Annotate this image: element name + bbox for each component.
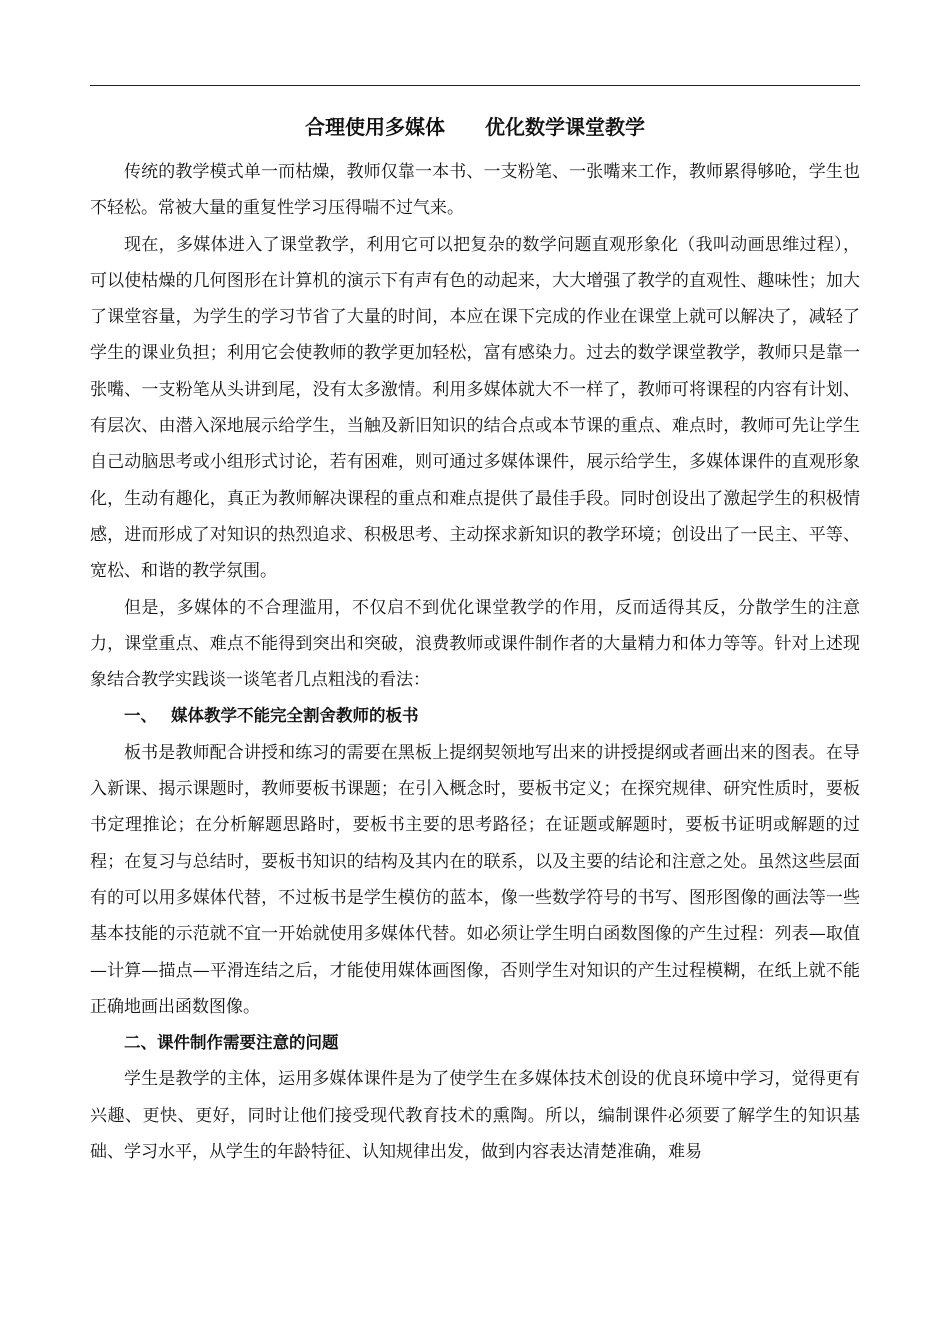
section-heading-1: 一、 媒体教学不能完全割舍教师的板书 bbox=[124, 706, 419, 726]
section-heading-2: 二、课件制作需要注意的问题 bbox=[124, 1033, 339, 1053]
paragraph-courseware: 学生是教学的主体，运用多媒体课件是为了使学生在多媒体技术创设的优良环境中学习，觉得更有兴趣、更快、更好，同时让他们接受现代教育技术的熏陶。所以，编制课件必须要了解学生的知识基础、学习水平，从学生的年龄特征、认知规律出发，做到内容表达清楚准确，难易 bbox=[90, 1069, 860, 1163]
document-page bbox=[90, 112, 860, 1170]
header-rule bbox=[90, 85, 860, 86]
paragraph-multimedia-benefits: 现在，多媒体进入了课堂教学，利用它可以把复杂的数学问题直观形象化（我叫动画思维过程），可以使枯燥的几何图形在计算机的演示下有声有色的动起来，大大增强了教学的直观性、趣味性；加大了课堂容量，为学生的学习节省了大量的时间，本应在课下完成的作业在课堂上就可以解决了，减轻了学生的课业负担；利用它会使教师的教学更加轻松，富有感染力。过去的数学课堂教学，教师只是靠一张嘴、一支粉笔从头讲到尾，没有太多激情。利用多媒体就大不一样了，教师可将课程的内容有计划、有层次、由潜入深地展示给学生，当触及新旧知识的结合点或本节课的重点、难点时，教师可先让学生自己动脑思考或小组形式讨论，若有困难，则可通过多媒体课件，展示给学生，多媒体课件的直观形象化，生动有趣化，真正为教师解决课程的重点和难点提供了最佳手段。同时创设出了激起学生的积极情感，进而形成了对知识的热烈追求、积极思考、主动探求新知识的教学环境；创设出了一民主、平等、宽松、和谐的教学氛围。 bbox=[90, 234, 860, 582]
paragraph-blackboard: 板书是教师配合讲授和练习的需要在黑板上提纲契领地写出来的讲授提纲或者画出来的图表。在导入新课、揭示课题时，教师要板书课题；在引入概念时，要板书定义；在探究规律、研究性质时，要板书定理推论；在分析解题思路时，要板书主要的思考路径；在证题或解题时，要板书证明或解题的过程；在复习与总结时，要板书知识的结构及其内在的联系，以及主要的结论和注意之处。虽然这些层面有的可以用多媒体代替，不过板书是学生模仿的蓝本，像一些数学符号的书写、图形图像的画法等一些基本技能的示范就不宜一开始就使用多媒体代替。如必须让学生明白函数图像的产生过程：列表—取值—计算—描点—平滑连结之后，才能使用媒体画图像，否则学生对知识的产生过程模糊，在纸上就不能正确地画出函数图像。 bbox=[90, 742, 860, 1017]
paragraph-multimedia-misuse: 但是，多媒体的不合理滥用，不仅启不到优化课堂教学的作用，反而适得其反，分散学生的注意力，课堂重点、难点不能得到突出和突破，浪费教师或课件制作者的大量精力和体力等等。针对上述现象结合教学实践谈一谈笔者几点粗浅的看法： bbox=[90, 597, 860, 691]
document-title: 合理使用多媒体 优化数学课堂教学 bbox=[305, 115, 645, 139]
paragraph-intro: 传统的教学模式单一而枯燥，教师仅靠一本书、一支粉笔、一张嘴来工作，教师累得够呛，学生也不轻松。常被大量的重复性学习压得喘不过气来。 bbox=[90, 162, 860, 219]
